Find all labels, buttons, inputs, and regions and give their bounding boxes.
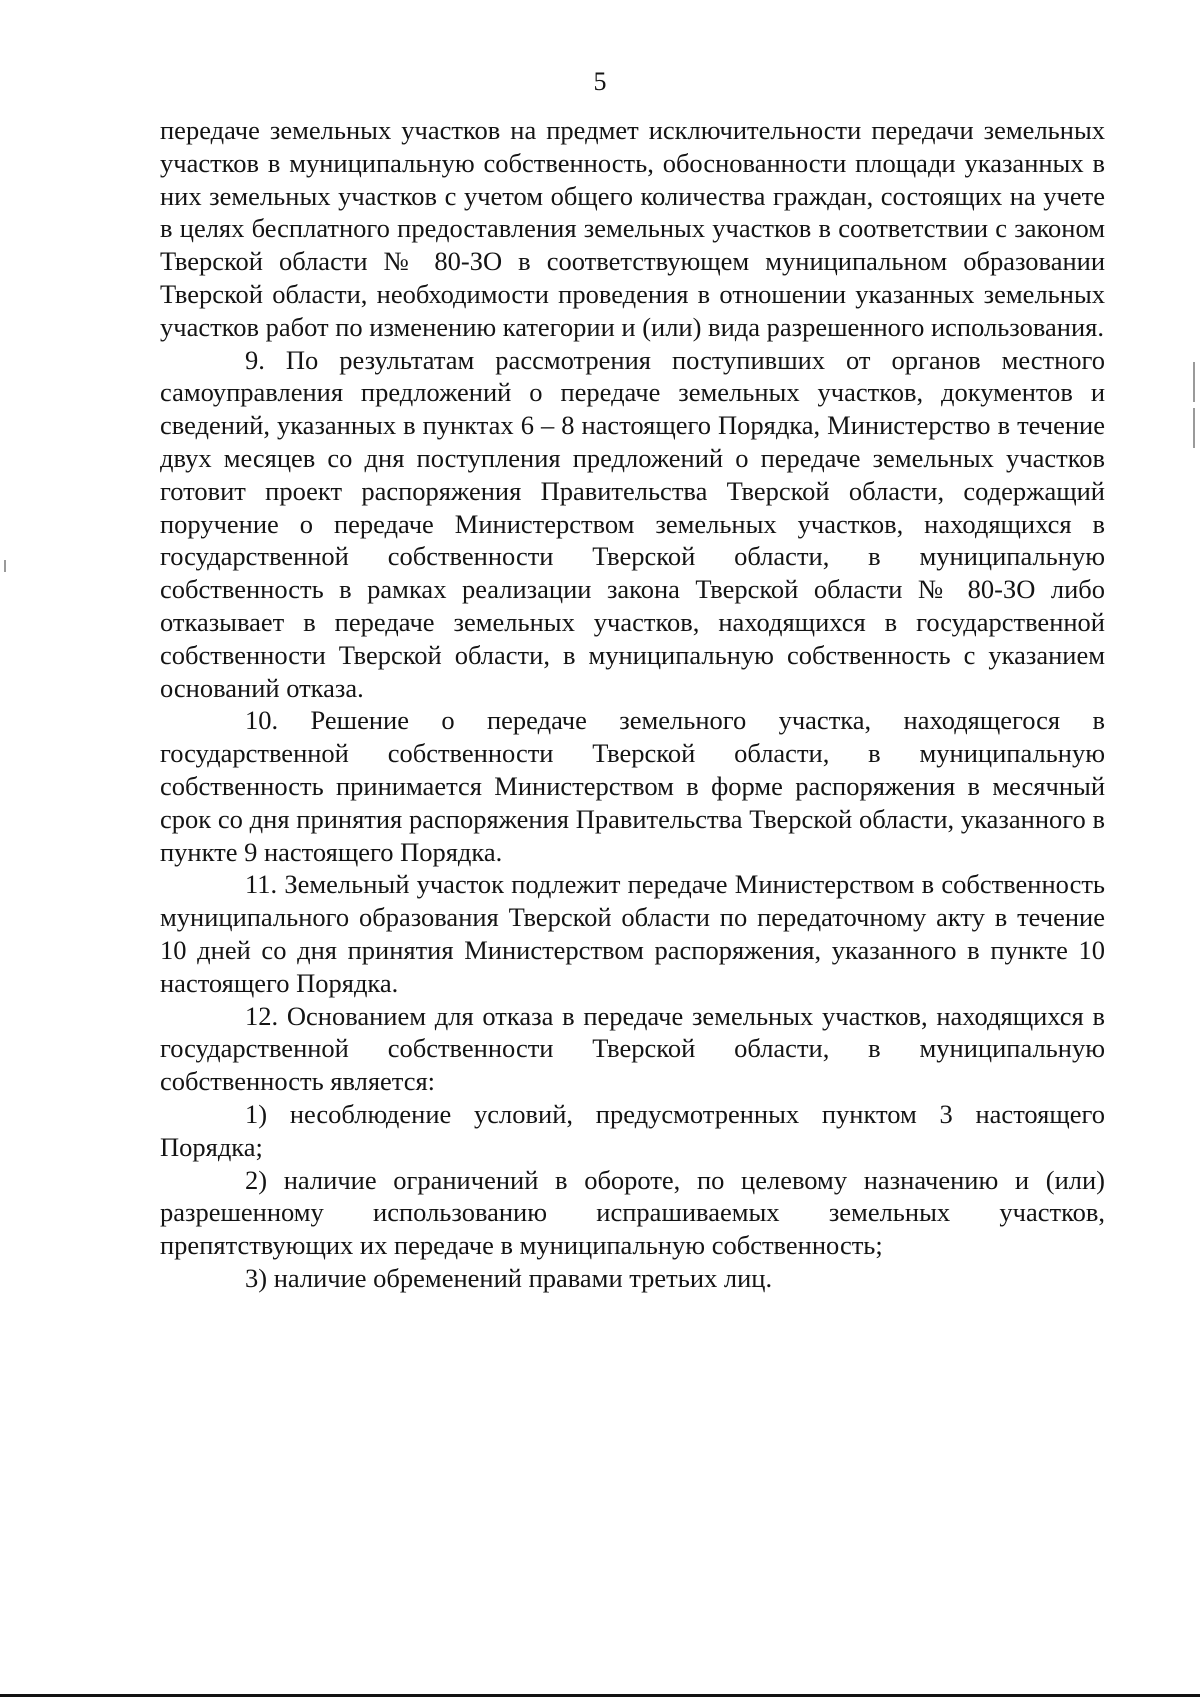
- paragraph-continuation: передаче земельных участков на предмет исключительности передачи земельных участков в муниципальную собственность, обоснованности площади указанных в них земельных участков с учетом общего количества граждан, состоящих на учете в целях бесплатного предоставления земельных участков в соответствии с законом Тверской области № 80-ЗО в соответствующем муниципальном образовании Тверской области, необходимости проведения в отношении указанных земельных участков работ по изменению категории и (или) вида разрешенного использования.: [160, 115, 1105, 342]
- list-item-2: 2) наличие ограничений в обороте, по целевому назначению и (или) разрешенному использованию испрашиваемых земельных участков, препятствующих их передаче в муниципальную собственность;: [160, 1164, 1105, 1261]
- paragraph-item-12: 12. Основанием для отказа в передаче земельных участков, находящихся в государственной собственности Тверской области, в муниципальную собственность является:: [160, 1000, 1105, 1097]
- page-bottom-edge: [0, 1694, 1200, 1697]
- scan-mark-right-1: [1193, 362, 1195, 402]
- paragraph-item-10: 10. Решение о передаче земельного участка, находящегося в государственной собственности Тверской области, в муниципальную собственность принимается Министерством в форме распоряжения в месячный срок со дня принятия распоряжения Правительства Тверской области, указанного в пункте 9 настоящего Порядка.: [160, 705, 1105, 867]
- list-item-1: 1) несоблюдение условий, предусмотренных пунктом 3 настоящего Порядка;: [160, 1098, 1105, 1162]
- scan-mark-left: [4, 560, 6, 572]
- paragraph-item-9: 9. По результатам рассмотрения поступивших от органов местного самоуправления предложений о передаче земельных участков, документов и сведений, указанных в пунктах 6 – 8 настоящего Порядка, Министерство в течение двух месяцев со дня поступления предложений о передаче земельных участков готовит проект распоряжения Правительства Тверской области, содержащий поручение о передаче Министерством земельных участков, находящихся в государственной собственности Тверской области, в муниципальную собственность в рамках реализации закона Тверской области № 80-ЗО либо отказывает в передаче земельных участков, находящихся в государственной собственности Тверской области, в муниципальную собственность с указанием оснований отказа.: [160, 344, 1105, 703]
- page-number: 5: [593, 67, 607, 96]
- document-body: [160, 114, 1105, 1295]
- paragraph-item-11: 11. Земельный участок подлежит передаче Министерством в собственность муниципального образования Тверской области по передаточному акту в течение 10 дней со дня принятия Министерством распоряжения, указанного в пункте 10 настоящего Порядка.: [160, 869, 1105, 998]
- scan-mark-right-2: [1193, 408, 1195, 448]
- list-item-3: 3) наличие обременений правами третьих лиц.: [245, 1262, 773, 1293]
